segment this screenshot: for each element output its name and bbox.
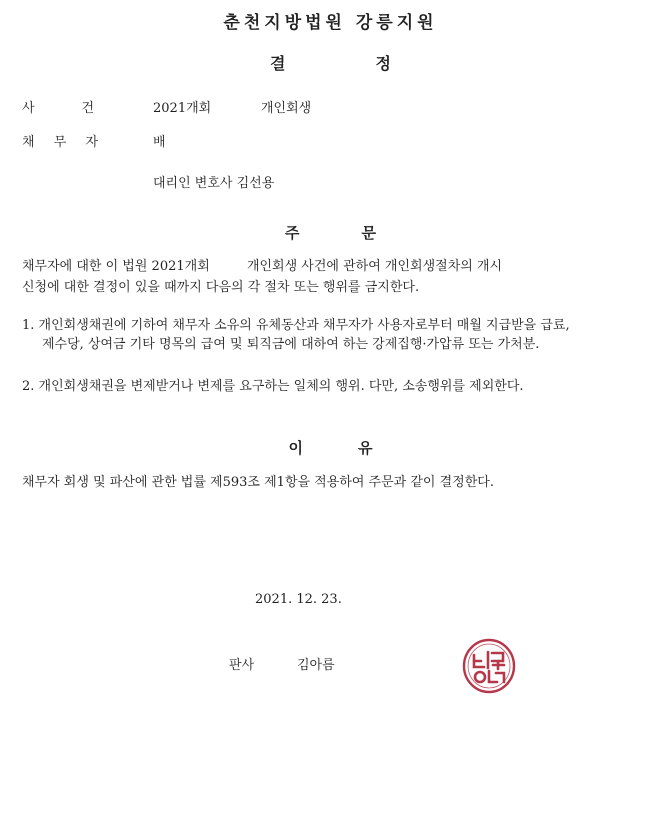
order-title bbox=[0, 222, 661, 243]
reason-title bbox=[0, 437, 661, 458]
case-label-char: 건 bbox=[81, 101, 94, 116]
reason-text: 채무자 회생 및 파산에 관한 법률 제593조 제1항을 적용하여 주문과 같이 결정한다. bbox=[22, 475, 494, 490]
case-name: 개인회생 bbox=[261, 101, 312, 116]
reason-title-char-2: 유 bbox=[358, 439, 373, 457]
order-title-char-1: 주 bbox=[285, 224, 300, 242]
debtor-label-char: 채 bbox=[22, 135, 35, 150]
case-label-char: 사 bbox=[22, 101, 35, 116]
order-intro-line-1: 채무자에 대한 이 법원 2021개회 개인회생 사건에 관하여 개인회생절차의 개시 bbox=[22, 259, 503, 274]
document-title bbox=[0, 51, 661, 74]
debtor-label bbox=[22, 131, 102, 150]
case-label bbox=[22, 97, 102, 116]
judge-name: 김아름 bbox=[297, 658, 335, 673]
case-number: 2021개회 bbox=[153, 101, 212, 116]
court-name: 춘천지방법원 강릉지원 bbox=[223, 13, 438, 33]
judge-title: 판사 bbox=[229, 658, 255, 673]
order-title-char-2: 문 bbox=[361, 224, 376, 242]
representative: 대리인 변호사 김선용 bbox=[153, 176, 275, 191]
order-item-2: 2. 개인회생채권을 변제받거나 변제를 요구하는 일체의 행위. 다만, 소송행위를 제외한다. bbox=[22, 379, 524, 394]
order-item-1: 1. 개인회생채권에 기하여 채무자 소유의 유체동산과 채무자가 사용자로부터 매월 지급받을 급료, 제수당, 상여금 기타 명목의 급여 및 퇴직금에 대하여 하는 강제집행·가압류 또는 가처분. bbox=[22, 318, 570, 352]
reason-title-char-1: 이 bbox=[288, 439, 303, 457]
debtor-name: 배 bbox=[153, 135, 166, 150]
order-intro-line-2: 신청에 대한 결정이 있을 때까지 다음의 각 절차 또는 행위를 금지한다. bbox=[22, 280, 420, 295]
court-seal-icon bbox=[462, 638, 516, 694]
document-title-char-2: 정 bbox=[375, 54, 391, 73]
decision-date: 2021. 12. 23. bbox=[255, 592, 342, 607]
debtor-label-char: 자 bbox=[85, 135, 98, 150]
debtor-label-char: 무 bbox=[53, 135, 67, 150]
document-title-char-1: 결 bbox=[270, 54, 286, 73]
